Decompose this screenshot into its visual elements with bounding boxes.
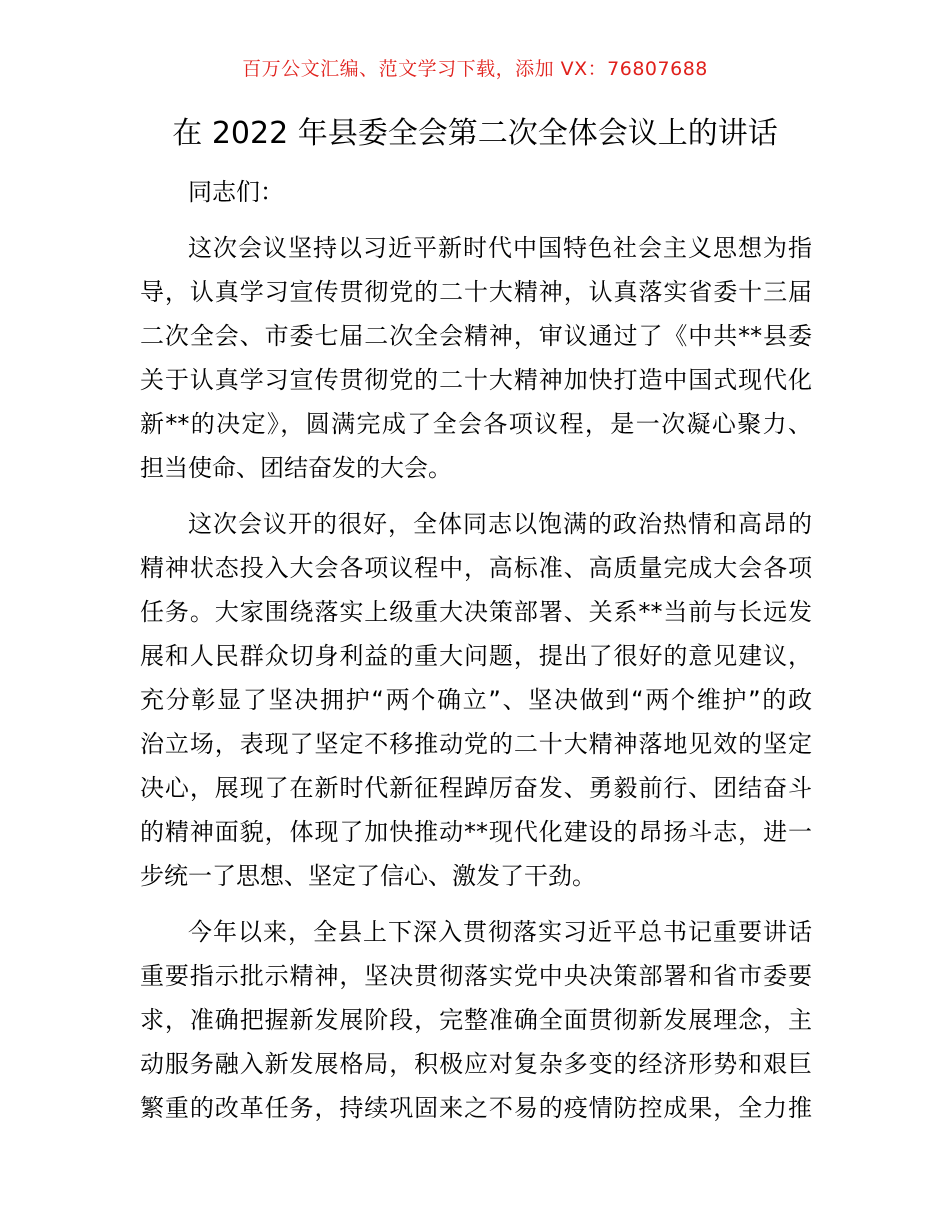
paragraph-gap	[140, 490, 812, 502]
paragraph-line: 重要指示批示精神，坚决贯彻落实党中央决策部署和省市委要	[140, 962, 812, 990]
paragraph-line: 步统一了思想、坚定了信心、激发了干劲。	[140, 862, 596, 890]
paragraph-line: 充分彰显了坚决拥护“两个确立”、坚决做到“两个维护”的政	[140, 686, 812, 714]
paragraph-line: 的精神面貌，体现了加快推动**现代化建设的昂扬斗志，进一	[140, 818, 812, 846]
paragraph-line: 繁重的改革任务，持续巩固来之不易的疫情防控成果，全力推	[140, 1094, 812, 1122]
paragraph-line: 展和人民群众切身利益的重大问题，提出了很好的意见建议，	[140, 642, 812, 670]
paragraph-3	[140, 910, 812, 1130]
paragraph-line: 关于认真学习宣传贯彻党的二十大精神加快打造中国式现代化	[140, 366, 812, 394]
paragraph-line: 精神状态投入大会各项议程中，高标准、高质量完成大会各项	[140, 554, 812, 582]
paragraph-line: 这次会议坚持以习近平新时代中国特色社会主义思想为指	[188, 234, 812, 262]
paragraph-line: 动服务融入新发展格局，积极应对复杂多变的经济形势和艰巨	[140, 1050, 812, 1078]
paragraph-line: 二次全会、市委七届二次全会精神，审议通过了《中共**县委	[140, 322, 812, 350]
paragraph-1	[140, 226, 812, 490]
paragraph-line: 今年以来，全县上下深入贯彻落实习近平总书记重要讲话	[188, 918, 812, 946]
paragraph-gap	[140, 898, 812, 910]
paragraph-line: 新**的决定》，圆满完成了全会各项议程，是一次凝心聚力、	[140, 410, 812, 438]
paragraph-line: 这次会议开的很好，全体同志以饱满的政治热情和高昂的	[188, 510, 812, 538]
document-title: 在 2022 年县委全会第二次全体会议上的讲话	[172, 116, 778, 151]
paragraph-line: 担当使命、团结奋发的大会。	[140, 454, 452, 482]
paragraph-line: 求，准确把握新发展阶段，完整准确全面贯彻新发展理念，主	[140, 1006, 812, 1034]
paragraph-line: 导，认真学习宣传贯彻党的二十大精神，认真落实省委十三届	[140, 278, 812, 306]
paragraph-line: 任务。大家围绕落实上级重大决策部署、关系**当前与长远发	[140, 598, 812, 626]
paragraph-gap	[140, 214, 812, 226]
paragraph-line: 治立场，表现了坚定不移推动党的二十大精神落地见效的坚定	[140, 730, 812, 758]
document-body	[140, 170, 812, 1130]
paragraph-2	[140, 502, 812, 898]
paragraph-line: 决心，展现了在新时代新征程踔厉奋发、勇毅前行、团结奋斗	[140, 774, 812, 802]
watermark-header: 百万公文汇编、范文学习下载，添加 VX：76807688	[242, 58, 708, 80]
salutation: 同志们：	[188, 178, 284, 206]
